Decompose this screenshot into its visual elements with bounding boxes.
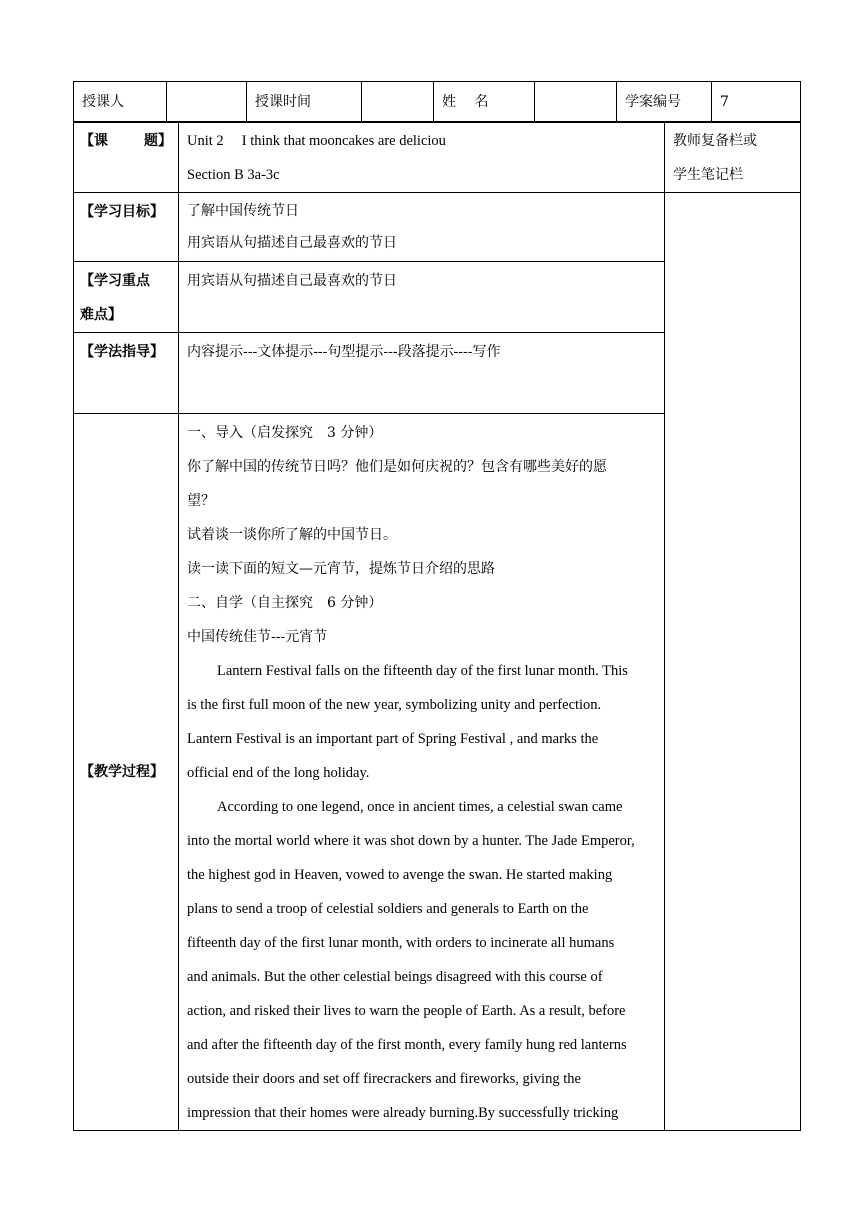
teacher-value xyxy=(167,82,247,123)
paragraph-line: into the mortal world where it was shot down by a hunter. The Jade Emperor, xyxy=(187,833,635,849)
topic-title: Unit 2 I think that mooncakes are deliciou xyxy=(187,133,446,149)
teacher-label: 授课人 xyxy=(74,82,167,123)
keypoints-label-line1: 【学习重点 xyxy=(80,273,150,289)
goals-row xyxy=(74,193,801,262)
paragraph-line: Lantern Festival is an important part of Spring Festival , and marks the xyxy=(187,731,599,747)
paragraph-line: official end of the long holiday. xyxy=(187,765,370,781)
method-label: 【学法指导】 xyxy=(74,333,179,414)
header-table xyxy=(73,81,801,123)
plan-number-value: 7 xyxy=(712,82,801,123)
method-content: 内容提示---文体提示---句型提示---段落提示----写作 xyxy=(179,333,665,414)
paragraph-line: According to one legend, once in ancient times, a celestial swan came xyxy=(217,799,623,815)
keypoints-label xyxy=(74,262,179,333)
process-label: 【教学过程】 xyxy=(74,414,179,1131)
goals-content xyxy=(179,193,665,262)
paragraph-line: Lantern Festival falls on the fifteenth day of the first lunar month. This xyxy=(217,663,628,679)
process-line: 一、导入（启发探究 3 分钟） xyxy=(187,425,383,441)
reading-paragraph-1 xyxy=(187,654,660,790)
goals-label: 【学习目标】 xyxy=(74,193,179,262)
process-line: 读一读下面的短文—元宵节，提炼节日介绍的思路 xyxy=(187,561,495,577)
process-line: 你了解中国的传统节日吗？他们是如何庆祝的？包含有哪些美好的愿 xyxy=(187,459,607,475)
paragraph-line: action, and risked their lives to warn the people of Earth. As a result, before xyxy=(187,1003,626,1019)
process-content xyxy=(179,414,665,1131)
notes-column[interactable] xyxy=(665,193,801,1131)
process-line: 中国传统佳节---元宵节 xyxy=(187,629,328,645)
paragraph-line: the highest god in Heaven, vowed to avenge the swan. He started making xyxy=(187,867,613,883)
paragraph-line: and after the fifteenth day of the first month, every family hung red lanterns xyxy=(187,1037,627,1053)
name-label: 姓 名 xyxy=(434,82,535,123)
topic-section: Section B 3a-3c xyxy=(187,167,280,183)
goal-item: 用宾语从句描述自己最喜欢的节日 xyxy=(187,235,397,251)
main-table xyxy=(73,121,801,1131)
notes-header-line2: 学生笔记栏 xyxy=(673,167,743,183)
notes-header-line1: 教师复备栏或 xyxy=(673,133,757,149)
process-line: 二、自学（自主探究 6 分钟） xyxy=(187,595,383,611)
time-value xyxy=(362,82,434,123)
reading-paragraph-2 xyxy=(187,790,660,1130)
name-value xyxy=(535,82,617,123)
paragraph-line: plans to send a troop of celestial soldiers and generals to Earth on the xyxy=(187,901,589,917)
header-row xyxy=(74,82,801,123)
paragraph-line: fifteenth day of the first lunar month, with orders to incinerate all humans xyxy=(187,935,615,951)
process-line: 试着谈一谈你所了解的中国节日。 xyxy=(187,527,397,543)
paragraph-line: and animals. But the other celestial beings disagreed with this course of xyxy=(187,969,603,985)
paragraph-line: outside their doors and set off firecrackers and fireworks, giving the xyxy=(187,1071,581,1087)
keypoints-label-line2: 难点】 xyxy=(80,307,122,323)
paragraph-line: impression that their homes were already burning.By successfully tricking xyxy=(187,1105,619,1121)
plan-number-label: 学案编号 xyxy=(617,82,712,123)
time-label: 授课时间 xyxy=(247,82,362,123)
keypoints-content: 用宾语从句描述自己最喜欢的节日 xyxy=(179,262,665,333)
topic-label xyxy=(74,122,179,193)
paragraph-line: is the first full moon of the new year, symbolizing unity and perfection. xyxy=(187,697,602,713)
topic-label-right: 题】 xyxy=(144,133,172,149)
process-line: 望？ xyxy=(187,493,215,509)
topic-label-left: 【课 xyxy=(80,133,108,149)
goal-item: 了解中国传统节日 xyxy=(187,203,299,219)
notes-header xyxy=(665,122,801,193)
topic-content xyxy=(179,122,665,193)
topic-row xyxy=(74,122,801,193)
